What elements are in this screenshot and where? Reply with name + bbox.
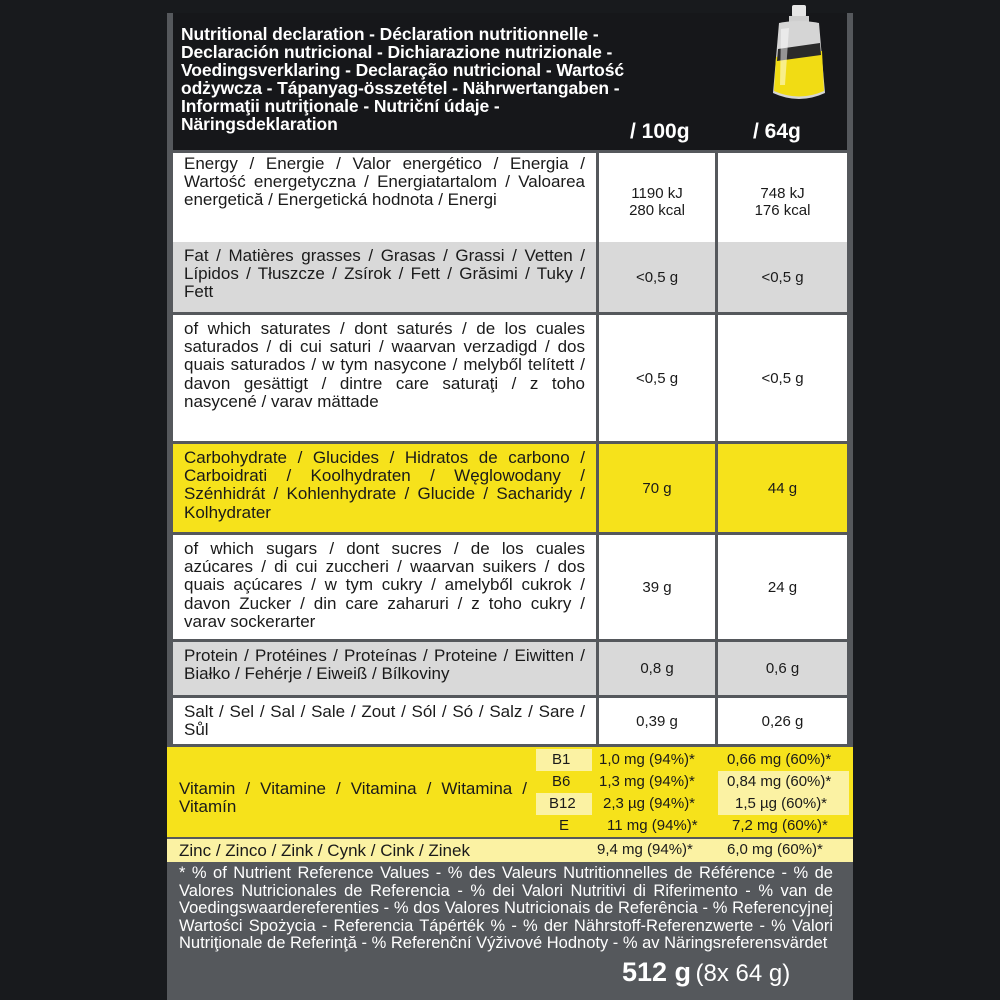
saturates-label: of which saturates / dont saturés / de los cuales saturados / di cui saturi / waarvan verzadigd / dos quais saturados / w tym nasycone / melyből telített / davon gesättigt / dintre care saturaţi / z toho nasycené / varav mättade [173, 315, 596, 441]
energy-value-100g: 1190 kJ 280 kcal [599, 153, 715, 251]
saturates-value-100g: <0,5 g [599, 315, 715, 441]
sugars-value-64g: 24 g [718, 535, 847, 639]
protein-value-64g: 0,6 g [718, 642, 847, 695]
vitamin-e-name: E [559, 817, 570, 834]
sugars-value-100g: 39 g [599, 535, 715, 639]
vitamin-b12-name: B12 [549, 795, 576, 812]
pack-info: (8x 64 g) [695, 960, 791, 987]
vitamin-b12-value-64g: 1,5 µg (60%)* [735, 795, 828, 812]
vitamin-e-value-100g: 11 mg (94%)* [607, 817, 698, 834]
protein-value-100g: 0,8 g [599, 642, 715, 695]
declaration-title: Nutritional declaration - Déclaration nutritionnelle - Declaración nutricional - Dichiarazione nutrizionale - Voedingsverklaring - Declaração nutricional - Wartość odżywcza - Tápanyag-összetétel - Nährwertangaben - Informaţii nutriţionale - Nutriční údaje - Näringsdeklaration [181, 24, 625, 134]
zinc-label: Zinc / Zinco / Zink / Cynk / Cink / Zinek [179, 841, 470, 860]
zinc-value-64g: 6,0 mg (60%)* [727, 841, 823, 858]
nutrition-table [167, 13, 853, 1000]
carbohydrate-label: Carbohydrate / Glucides / Hidratos de carbono / Carboidrati / Koolhydraten / Węglowodany / Szénhidrát / Kohlenhydrate / Glucide / Sacharidy / Kolhydrater [173, 444, 596, 532]
carbohydrate-value-64g: 44 g [718, 444, 847, 532]
sugars-label: of which sugars / dont sucres / de los cuales azúcares / di cui zuccheri / waarvan suikers / dos quais açúcares / w tym cukry / amelyből cukrok / davon Zucker / din care zaharuri / z toho cukry / varav sockerarter [173, 535, 596, 639]
net-weight [622, 957, 790, 988]
reference-values-note: * % of Nutrient Reference Values - % des Valeurs Nutritionnelles de Référence - % de Valores Nutricionales de Referencia - % dei Valori Nutritivi di Riferimento - % van de Voedingswaardereferenties - % dos Valores Nutricionais de Referência - % Referencyjnej Wartości Spożycia - Referencia Tápérték % - % der Nährstoff-Referenzwerte - % Valori Nutriţionale de Referinţă - % Referenční Výživové Hodnoty - % av Näringsreferensvärdet [179, 864, 833, 952]
salt-label: Salt / Sel / Sal / Sale / Zout / Sól / Só / Salz / Sare / Sůl [173, 698, 596, 744]
vitamin-b6-value-64g: 0,84 mg (60%)* [727, 773, 832, 790]
fat-value-64g: <0,5 g [718, 242, 847, 312]
energy-label: Energy / Energie / Valor energético / Energia / Wartość energetyczna / Energiatartalom / Valoarea energetică / Energetická hodnota / Energi [173, 153, 596, 251]
carbohydrate-value-100g: 70 g [599, 444, 715, 532]
salt-value-100g: 0,39 g [599, 698, 715, 744]
energy-gel-pouch-icon [765, 5, 833, 110]
zinc-value-100g: 9,4 mg (94%)* [597, 841, 693, 858]
vitamin-b1-name: B1 [552, 751, 571, 768]
vitamins-label: Vitamin / Vitamine / Vitamina / Witamina / Vitamín [179, 779, 527, 816]
saturates-value-64g: <0,5 g [718, 315, 847, 441]
vitamin-b1-value-100g: 1,0 mg (94%)* [599, 751, 695, 768]
col-header-64g: / 64g [753, 120, 801, 143]
fat-value-100g: <0,5 g [599, 242, 715, 312]
col-header-100g: / 100g [630, 120, 690, 143]
salt-value-64g: 0,26 g [718, 698, 847, 744]
net-weight-value: 512 g [622, 957, 692, 987]
protein-label: Protein / Protéines / Proteínas / Proteine / Eiwitten / Białko / Fehérje / Eiweiß / Bílkoviny [173, 642, 596, 695]
zinc-row [167, 839, 853, 862]
vitamin-e-value-64g: 7,2 mg (60%)* [732, 817, 828, 834]
vitamin-b6-name: B6 [552, 773, 571, 790]
table-header [173, 13, 847, 150]
energy-value-64g: 748 kJ 176 kcal [718, 153, 847, 251]
vitamin-b1-value-64g: 0,66 mg (60%)* [727, 751, 832, 768]
vitamin-b12-value-100g: 2,3 µg (94%)* [603, 795, 696, 812]
fat-label: Fat / Matières grasses / Grasas / Grassi / Vetten / Lípidos / Tłuszcze / Zsírok / Fett / Grăsimi / Tuky / Fett [173, 242, 596, 312]
vitamin-b6-value-100g: 1,3 mg (94%)* [599, 773, 695, 790]
